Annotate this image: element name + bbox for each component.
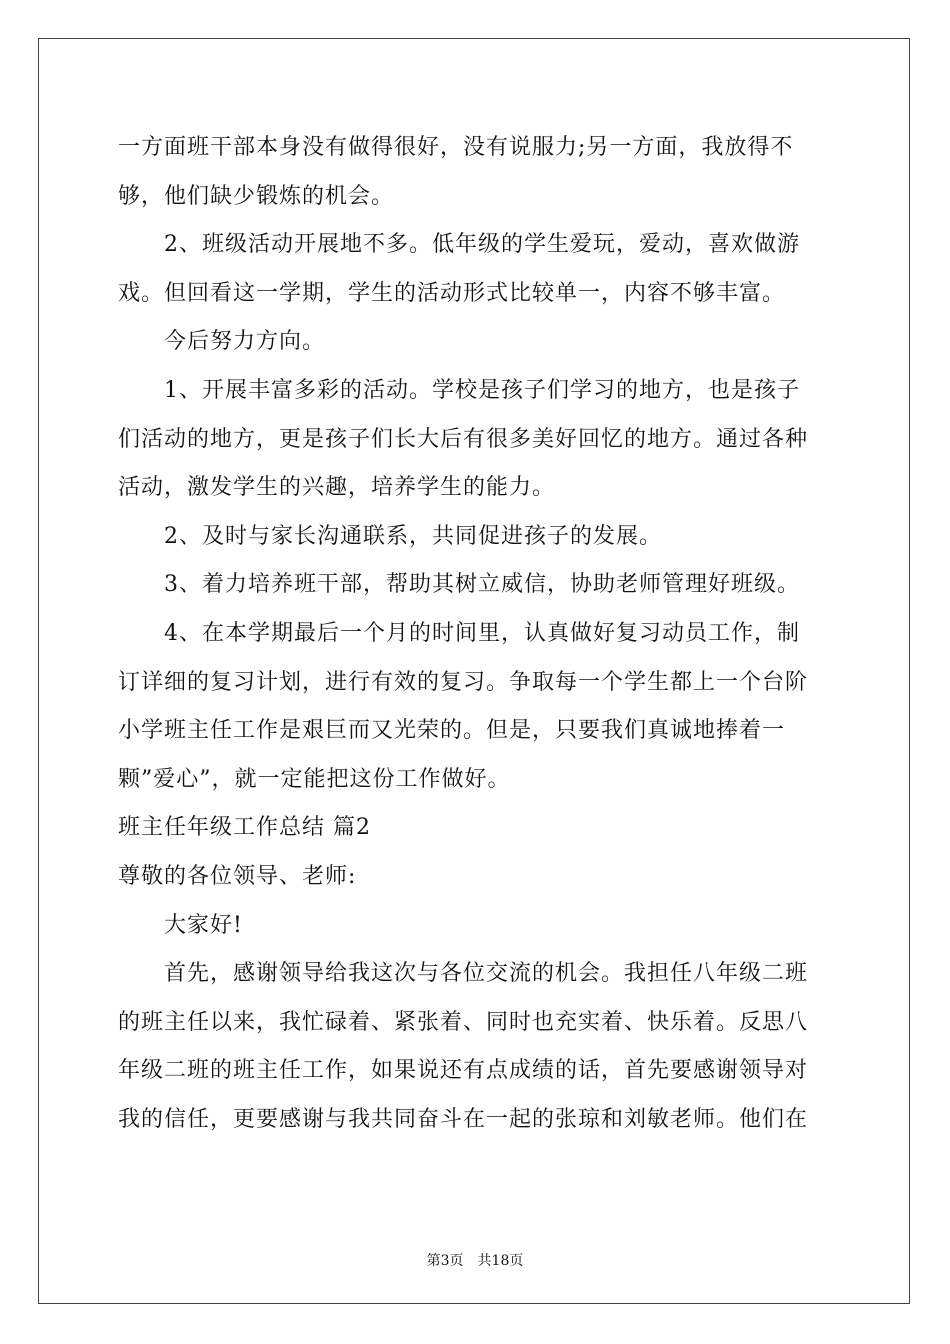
text-line: 年级二班的班主任工作，如果说还有点成绩的话，首先要感谢领导对: [118, 1058, 809, 1084]
text-line: 今后努力方向。: [164, 329, 326, 355]
text-line: 小学班主任工作是艰巨而又光荣的。但是，只要我们真诚地捧着一: [118, 718, 786, 744]
text-line: 一方面班干部本身没有做得很好，没有说服力;另一方面，我放得不: [118, 135, 794, 160]
text-line: 们活动的地方，更是孩子们长大后有很多美好回忆的地方。通过各种: [118, 426, 809, 452]
text-line: 1、开展丰富多彩的活动。学校是孩子们学习的地方，也是孩子: [164, 377, 800, 403]
document-body: [118, 124, 838, 1144]
page-footer: [0, 1250, 950, 1270]
text-line: 班主任年级工作总结 篇2: [118, 815, 371, 841]
text-line: 颗”爱心”，就一定能把这份工作做好。: [118, 766, 511, 792]
page-number: 第3页: [426, 1253, 464, 1269]
text-line: 尊敬的各位领导、老师:: [118, 863, 357, 889]
text-line: 4、在本学期最后一个月的时间里，认真做好复习动员工作，制: [164, 620, 800, 646]
text-line: 的班主任以来，我忙碌着、紧张着、同时也充实着、快乐着。反思八: [118, 1009, 809, 1035]
text-line: 大家好!: [164, 912, 243, 938]
text-line: 订详细的复习计划，进行有效的复习。争取每一个学生都上一个台阶: [118, 669, 809, 695]
text-line: 我的信任，更要感谢与我共同奋斗在一起的张琼和刘敏老师。他们在: [118, 1106, 809, 1132]
text-line: 3、着力培养班干部，帮助其树立威信，协助老师管理好班级。: [164, 572, 800, 598]
text-line: 戏。但回看这一学期，学生的活动形式比较单一，内容不够丰富。: [118, 280, 786, 306]
text-line: 2、班级活动开展地不多。低年级的学生爱玩，爱动，喜欢做游: [164, 232, 800, 258]
page-total: 共18页: [477, 1253, 524, 1269]
text-line: 够，他们缺少锻炼的机会。: [118, 183, 395, 209]
text-line: 活动，激发学生的兴趣，培养学生的能力。: [118, 475, 556, 501]
text-line: 2、及时与家长沟通联系，共同促进孩子的发展。: [164, 523, 662, 549]
text-line: 首先，感谢领导给我这次与各位交流的机会。我担任八年级二班: [164, 961, 809, 987]
